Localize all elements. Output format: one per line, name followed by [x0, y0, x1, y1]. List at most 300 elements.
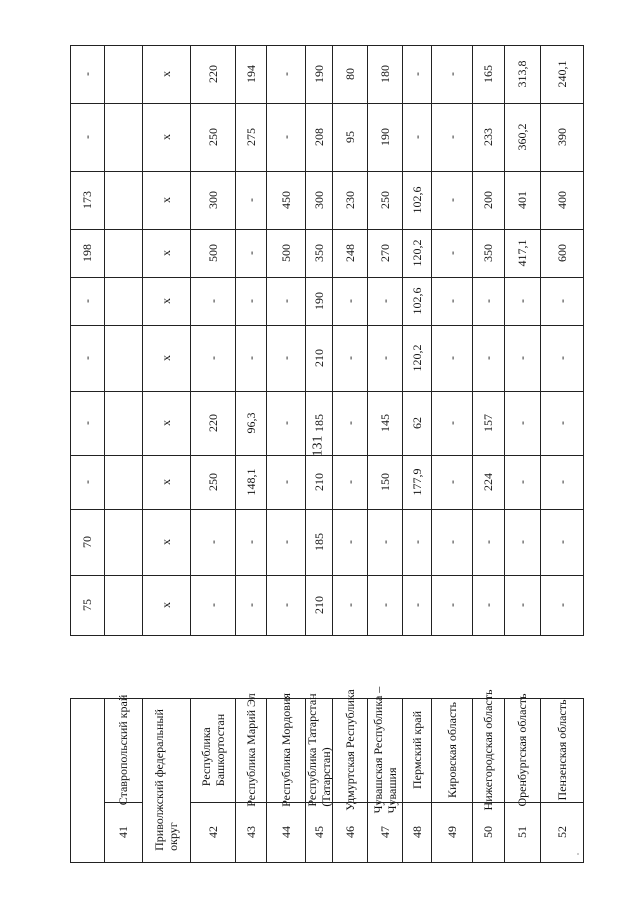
value-cell	[367, 575, 403, 636]
value-cell	[190, 325, 236, 392]
value-cell-text: -	[444, 72, 459, 76]
value-cell	[266, 575, 306, 636]
region-cell	[266, 693, 306, 807]
value-cell	[190, 45, 236, 104]
value-cell	[402, 103, 432, 172]
value-cell-text: 240,1	[554, 60, 569, 88]
value-cell-text: 250	[205, 128, 220, 146]
value-cell-text: -	[444, 198, 459, 202]
value-cell	[332, 45, 368, 104]
header-cell	[70, 455, 105, 510]
value-cell	[104, 45, 143, 104]
row-number-cell-text: 41	[116, 826, 130, 838]
value-cell-text: 80	[342, 68, 357, 80]
value-cell-text: 300	[205, 191, 220, 209]
region-cell	[104, 694, 143, 806]
value-cell	[266, 391, 306, 456]
value-cell-text: -	[444, 135, 459, 139]
value-cell	[472, 229, 505, 278]
value-cell	[367, 391, 403, 456]
value-cell	[332, 509, 368, 576]
value-cell	[431, 455, 473, 510]
value-cell	[472, 455, 505, 510]
region-cell-text: Республика Марий Эл	[243, 693, 258, 807]
row-number-cell-text: 44	[278, 826, 293, 838]
region-cell	[367, 686, 403, 814]
data-table	[70, 45, 583, 862]
value-cell	[142, 325, 191, 392]
header-cell-text: -	[80, 356, 94, 360]
value-cell	[332, 229, 368, 278]
value-cell-text: -	[243, 603, 258, 607]
row-number-cell	[402, 802, 432, 863]
value-cell-text: -	[342, 421, 357, 425]
value-cell-text: -	[278, 299, 293, 303]
value-cell-text: -	[342, 540, 357, 544]
value-cell	[540, 277, 584, 326]
row-number-cell-text: 48	[409, 826, 424, 838]
region-cell-text: Оренбургская область	[515, 693, 529, 807]
region-cell-text: Республика Мордовия	[278, 693, 293, 807]
value-cell-text: 313,8	[515, 60, 529, 88]
value-cell-text: -	[278, 135, 293, 139]
value-cell-text: -	[515, 540, 529, 544]
value-cell-text: 300	[311, 191, 326, 209]
value-cell-text: 270	[377, 244, 392, 262]
value-cell-text: -	[444, 251, 459, 255]
value-cell-text: х	[159, 298, 173, 304]
value-cell	[266, 171, 306, 230]
value-cell	[472, 509, 505, 576]
value-cell	[190, 171, 236, 230]
value-cell	[142, 509, 191, 576]
value-cell-text: -	[444, 421, 459, 425]
value-cell-text: 157	[481, 414, 495, 432]
value-cell	[504, 103, 541, 172]
header-cell-text: 198	[80, 244, 94, 262]
value-cell-text: 275	[243, 128, 258, 146]
value-cell-text: -	[481, 540, 495, 544]
row-number-cell-text: 51	[515, 826, 529, 838]
value-cell	[305, 509, 333, 576]
value-cell-text: 250	[377, 191, 392, 209]
value-cell	[504, 391, 541, 456]
value-cell	[431, 229, 473, 278]
value-cell	[367, 509, 403, 576]
value-cell-text: 102,6	[409, 186, 424, 214]
value-cell-text: -	[515, 299, 529, 303]
value-cell	[504, 229, 541, 278]
value-cell-text: -	[409, 72, 424, 76]
region-cell-text: Чувашская Республика – Чувашия	[370, 686, 399, 814]
region-cell	[540, 698, 584, 803]
value-cell	[190, 277, 236, 326]
value-cell-text: -	[205, 540, 220, 544]
value-cell-text: 220	[205, 414, 220, 432]
header-cell	[70, 171, 105, 230]
region-cell-text: Приволжский федеральный округ	[152, 709, 180, 851]
value-cell	[305, 229, 333, 278]
value-cell	[332, 575, 368, 636]
value-cell	[402, 391, 432, 456]
value-cell-text: -	[278, 603, 293, 607]
value-cell-text: -	[205, 299, 220, 303]
row-number-cell	[472, 802, 505, 863]
value-cell	[367, 45, 403, 104]
value-cell-text: 185	[311, 414, 326, 432]
row-number-cell-text: 45	[311, 826, 326, 838]
value-cell	[504, 45, 541, 104]
value-cell-text: 500	[205, 244, 220, 262]
header-cell	[70, 277, 105, 326]
value-cell	[472, 391, 505, 456]
value-cell	[472, 575, 505, 636]
header-cell-text: -	[80, 480, 94, 484]
value-cell	[504, 455, 541, 510]
region-cell	[402, 698, 432, 803]
value-cell	[431, 575, 473, 636]
region-cell	[504, 693, 541, 807]
value-cell	[431, 391, 473, 456]
value-cell	[142, 391, 191, 456]
scan-dot	[577, 853, 579, 855]
region-cell-text: Кировская область	[444, 701, 459, 799]
value-cell	[235, 509, 267, 576]
value-cell	[235, 171, 267, 230]
region-cell-text: Пензенская область	[554, 699, 569, 801]
value-cell	[402, 229, 432, 278]
value-cell	[504, 575, 541, 636]
value-cell-text: х	[159, 197, 173, 203]
region-cell-text: Пермский край	[409, 711, 424, 789]
value-cell-text: -	[342, 603, 357, 607]
value-cell	[266, 277, 306, 326]
value-cell	[305, 277, 333, 326]
value-cell-text: -	[554, 603, 569, 607]
header-cell	[70, 45, 105, 104]
value-cell-text: -	[409, 135, 424, 139]
row-number-cell-text: 52	[554, 826, 569, 838]
header-cell-text: -	[80, 135, 94, 139]
value-cell	[142, 277, 191, 326]
value-cell-text: -	[554, 299, 569, 303]
header-cell-text: -	[80, 299, 94, 303]
value-cell	[104, 103, 143, 172]
value-cell-text: -	[409, 540, 424, 544]
region-cell	[332, 689, 368, 811]
value-cell	[190, 391, 236, 456]
value-cell	[190, 103, 236, 172]
value-cell-text: -	[243, 198, 258, 202]
header-cell-text: 173	[80, 191, 94, 209]
header-cell-label	[70, 698, 105, 863]
value-cell-text: 210	[311, 596, 326, 614]
value-cell	[104, 277, 143, 326]
value-cell	[104, 455, 143, 510]
value-cell	[104, 325, 143, 392]
region-cell	[431, 698, 473, 803]
value-cell-text: -	[377, 603, 392, 607]
header-cell	[70, 575, 105, 636]
value-cell	[402, 277, 432, 326]
value-cell-text: -	[243, 299, 258, 303]
value-cell-text: 180	[377, 65, 392, 83]
value-cell	[305, 391, 333, 456]
value-cell-text: -	[515, 421, 529, 425]
value-cell-text: х	[159, 479, 173, 485]
region-cell	[235, 693, 267, 807]
header-cell	[70, 103, 105, 172]
value-cell	[504, 171, 541, 230]
value-cell	[540, 509, 584, 576]
value-cell	[332, 325, 368, 392]
value-cell	[402, 455, 432, 510]
value-cell	[266, 103, 306, 172]
value-cell	[540, 575, 584, 636]
value-cell-text: -	[278, 356, 293, 360]
value-cell-text: -	[444, 480, 459, 484]
value-cell-text: -	[243, 356, 258, 360]
value-cell	[104, 391, 143, 456]
value-cell-text: -	[481, 356, 495, 360]
value-cell	[431, 171, 473, 230]
value-cell-text: 194	[243, 65, 258, 83]
value-cell-text: 190	[377, 128, 392, 146]
value-cell-text: 350	[311, 244, 326, 262]
value-cell-text: 248	[342, 244, 357, 262]
region-cell	[472, 689, 505, 811]
value-cell-text: -	[342, 299, 357, 303]
row-number-cell-text: 42	[205, 826, 220, 838]
header-cell-text: -	[80, 72, 94, 76]
value-cell-text: 148,1	[243, 468, 258, 496]
value-cell-text: -	[515, 603, 529, 607]
row-number-cell	[305, 802, 333, 863]
value-cell-text: 400	[554, 191, 569, 209]
value-cell-text: -	[481, 299, 495, 303]
value-cell	[402, 509, 432, 576]
header-cell	[70, 391, 105, 456]
value-cell-text: 165	[481, 65, 495, 83]
value-cell-text: -	[554, 356, 569, 360]
value-cell-text: 95	[342, 131, 357, 143]
value-cell	[305, 575, 333, 636]
value-cell-text: -	[278, 540, 293, 544]
value-cell	[332, 103, 368, 172]
value-cell-text: -	[278, 72, 293, 76]
value-cell-text: -	[205, 603, 220, 607]
value-cell	[235, 229, 267, 278]
value-cell	[266, 229, 306, 278]
value-cell-text: 230	[342, 191, 357, 209]
value-cell-text: 350	[481, 244, 495, 262]
value-cell	[402, 171, 432, 230]
value-cell	[402, 325, 432, 392]
value-cell	[190, 455, 236, 510]
value-cell	[142, 103, 191, 172]
value-cell	[367, 277, 403, 326]
row-number-cell	[266, 802, 306, 863]
value-cell-text: 120,2	[409, 344, 424, 372]
value-cell	[472, 325, 505, 392]
region-cell	[142, 698, 191, 863]
value-cell-text: х	[159, 250, 173, 256]
value-cell	[305, 171, 333, 230]
value-cell-text: -	[205, 356, 220, 360]
value-cell	[540, 455, 584, 510]
value-cell	[266, 509, 306, 576]
value-cell-text: 200	[481, 191, 495, 209]
header-cell-text: 75	[80, 599, 94, 611]
value-cell-text: -	[515, 480, 529, 484]
value-cell	[402, 575, 432, 636]
region-cell	[190, 698, 236, 803]
value-cell	[472, 103, 505, 172]
row-number-cell	[332, 802, 368, 863]
value-cell-text: -	[554, 421, 569, 425]
value-cell	[431, 277, 473, 326]
value-cell	[472, 45, 505, 104]
region-cell-text: Ставропольский край	[116, 694, 130, 806]
value-cell-text: -	[377, 299, 392, 303]
value-cell	[472, 171, 505, 230]
value-cell	[367, 103, 403, 172]
value-cell-text: 185	[311, 533, 326, 551]
value-cell-text: 150	[377, 473, 392, 491]
value-cell	[190, 229, 236, 278]
value-cell	[540, 391, 584, 456]
value-cell-text: х	[159, 71, 173, 77]
row-number-cell	[367, 802, 403, 863]
region-cell-text: Нижегородская область	[481, 689, 495, 811]
value-cell-text: -	[409, 603, 424, 607]
value-cell	[540, 171, 584, 230]
value-cell	[142, 575, 191, 636]
value-cell	[235, 277, 267, 326]
row-number-cell	[235, 802, 267, 863]
value-cell	[190, 575, 236, 636]
value-cell	[266, 455, 306, 510]
value-cell	[235, 391, 267, 456]
value-cell-text: 220	[205, 65, 220, 83]
row-number-cell	[104, 802, 143, 863]
value-cell	[235, 325, 267, 392]
value-cell	[540, 45, 584, 104]
value-cell	[235, 103, 267, 172]
value-cell-text: 401	[515, 191, 529, 209]
row-number-cell-text: 47	[377, 826, 392, 838]
value-cell	[142, 171, 191, 230]
value-cell	[540, 229, 584, 278]
value-cell-text: 62	[409, 417, 424, 429]
value-cell-text: -	[377, 356, 392, 360]
header-cell-text: -	[80, 421, 94, 425]
value-cell	[504, 277, 541, 326]
value-cell	[142, 229, 191, 278]
value-cell-text: -	[243, 540, 258, 544]
value-cell-text: 360,2	[515, 123, 529, 151]
value-cell-text: -	[554, 480, 569, 484]
value-cell	[235, 45, 267, 104]
value-cell	[431, 45, 473, 104]
value-cell-text: 390	[554, 128, 569, 146]
region-cell-text: Республика Татарстан (Татарстан)	[304, 693, 333, 807]
value-cell	[305, 45, 333, 104]
value-cell-text: 190	[311, 65, 326, 83]
header-cell	[70, 509, 105, 576]
value-cell-text: -	[243, 251, 258, 255]
value-cell	[540, 103, 584, 172]
value-cell-text: х	[159, 539, 173, 545]
value-cell	[431, 509, 473, 576]
value-cell	[104, 575, 143, 636]
value-cell	[431, 103, 473, 172]
value-cell	[332, 277, 368, 326]
row-number-cell-text: 50	[481, 826, 495, 838]
value-cell	[431, 325, 473, 392]
value-cell-text: х	[159, 420, 173, 426]
value-cell-text: -	[444, 540, 459, 544]
value-cell	[104, 171, 143, 230]
row-number-cell	[431, 802, 473, 863]
value-cell	[190, 509, 236, 576]
value-cell-text: -	[278, 421, 293, 425]
value-cell-text: 233	[481, 128, 495, 146]
value-cell-text: 102,6	[409, 287, 424, 315]
value-cell	[142, 455, 191, 510]
region-cell-text: Республика Башкортостан	[198, 713, 227, 787]
value-cell	[504, 325, 541, 392]
value-cell-text: -	[342, 480, 357, 484]
value-cell-text: -	[481, 603, 495, 607]
value-cell-text: -	[342, 356, 357, 360]
value-cell-text: 210	[311, 473, 326, 491]
value-cell-text: 417,1	[515, 239, 529, 267]
value-cell	[402, 45, 432, 104]
value-cell-text: 600	[554, 244, 569, 262]
value-cell	[104, 229, 143, 278]
value-cell-text: 250	[205, 473, 220, 491]
value-cell-text: 145	[377, 414, 392, 432]
row-number-cell-text: 46	[342, 826, 357, 838]
value-cell-text: -	[515, 356, 529, 360]
value-cell-text: 450	[278, 191, 293, 209]
value-cell	[332, 455, 368, 510]
value-cell-text: 208	[311, 128, 326, 146]
row-number-cell-text: 43	[243, 826, 258, 838]
value-cell	[540, 325, 584, 392]
value-cell	[305, 455, 333, 510]
value-cell	[367, 325, 403, 392]
value-cell-text: 210	[311, 349, 326, 367]
value-cell	[472, 277, 505, 326]
value-cell-text: -	[554, 540, 569, 544]
value-cell	[367, 455, 403, 510]
value-cell-text: 120,2	[409, 239, 424, 267]
value-cell	[266, 325, 306, 392]
region-cell	[304, 693, 333, 807]
value-cell-text: 500	[278, 244, 293, 262]
value-cell	[266, 45, 306, 104]
value-cell	[367, 171, 403, 230]
value-cell-text: х	[159, 134, 173, 140]
value-cell	[305, 103, 333, 172]
row-number-cell	[504, 802, 541, 863]
value-cell-text: х	[159, 355, 173, 361]
value-cell-text: 96,3	[243, 412, 258, 434]
header-cell	[70, 229, 105, 278]
value-cell-text: 224	[481, 473, 495, 491]
